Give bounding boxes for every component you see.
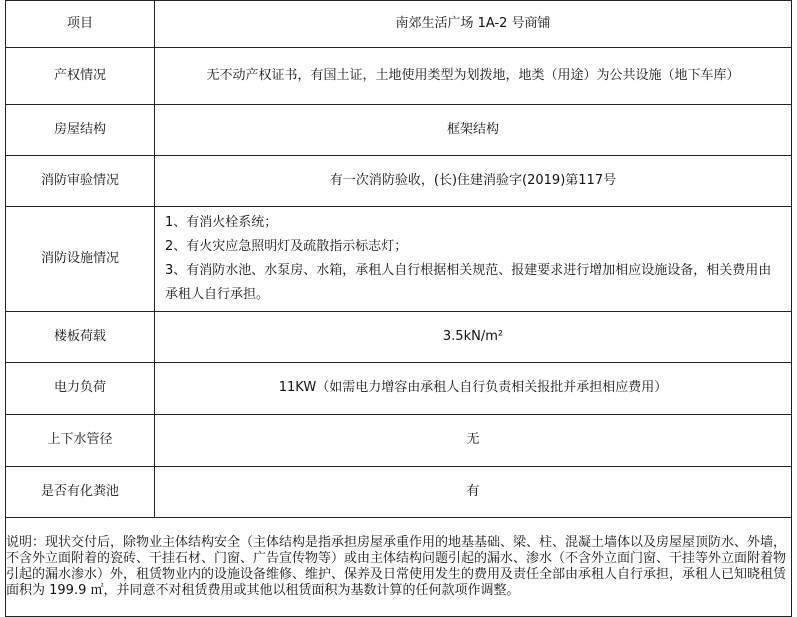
row-value: 南郊生活广场 1A-2 号商铺 bbox=[155, 1, 792, 48]
table-row-water-pipe bbox=[6, 415, 792, 467]
table-row-project bbox=[6, 1, 792, 48]
list-item: 1、有消火栓系统； bbox=[165, 215, 278, 230]
row-label: 楼板荷载 bbox=[6, 312, 155, 363]
row-value: 有 bbox=[155, 467, 792, 518]
table-row-fire-facilities bbox=[6, 207, 792, 312]
row-value: 11KW（如需电力增容由承租人自行负责相关报批并承担相应费用） bbox=[155, 363, 792, 415]
list-item: 3、有消防水池、水泵房、水箱，承租人自行根据相关规范、报建要求进行增加相应设施设备，相关费用由承租人自行承担。 bbox=[165, 263, 772, 302]
table-row-fire-inspection bbox=[6, 156, 792, 207]
row-label: 上下水管径 bbox=[6, 415, 155, 467]
row-value: 3.5kN/m² bbox=[155, 312, 792, 363]
note-text: 说明：现状交付后，除物业主体结构安全（主体结构是指承担房屋承重作用的地基基础、梁、柱、混凝土墙体以及房屋屋顶防水、外墙，不含外立面附着的瓷砖、干挂石材、门窗、广告宣传物等）或由主体结构问题引起的漏水、渗水（不含外立面门窗、干挂等外立面附着物引起的漏水渗水）外，租赁物业内的设施设备维修、维护、保养及日常使用发生的费用及责任全部由承租人自行承担，承租人已知晓租赁面积为 199.9 ㎡，并同意不对租赁费用或其他以租赁面积为基数计算的任何款项作调整。 bbox=[6, 518, 792, 617]
row-label: 消防设施情况 bbox=[6, 207, 155, 312]
row-value-list bbox=[155, 207, 792, 312]
row-value: 无不动产权证书，有国土证，土地使用类型为划拨地，地类（用途）为公共设施（地下车库） bbox=[155, 48, 792, 105]
table-row-septic-tank bbox=[6, 467, 792, 518]
row-label: 消防审验情况 bbox=[6, 156, 155, 207]
row-label: 是否有化粪池 bbox=[6, 467, 155, 518]
list-item: 2、有火灾应急照明灯及疏散指示标志灯； bbox=[165, 239, 408, 254]
table-row-note bbox=[6, 518, 792, 617]
table-row-floor-load bbox=[6, 312, 792, 363]
row-value: 无 bbox=[155, 415, 792, 467]
row-value: 框架结构 bbox=[155, 105, 792, 156]
table-row-building-structure bbox=[6, 105, 792, 156]
row-label: 项目 bbox=[6, 1, 155, 48]
property-spec-table bbox=[5, 0, 792, 617]
table-row-property-rights bbox=[6, 48, 792, 105]
row-label: 电力负荷 bbox=[6, 363, 155, 415]
table-row-power-load bbox=[6, 363, 792, 415]
row-label: 房屋结构 bbox=[6, 105, 155, 156]
row-value: 有一次消防验收，(长)住建消验字(2019)第117号 bbox=[155, 156, 792, 207]
row-label: 产权情况 bbox=[6, 48, 155, 105]
